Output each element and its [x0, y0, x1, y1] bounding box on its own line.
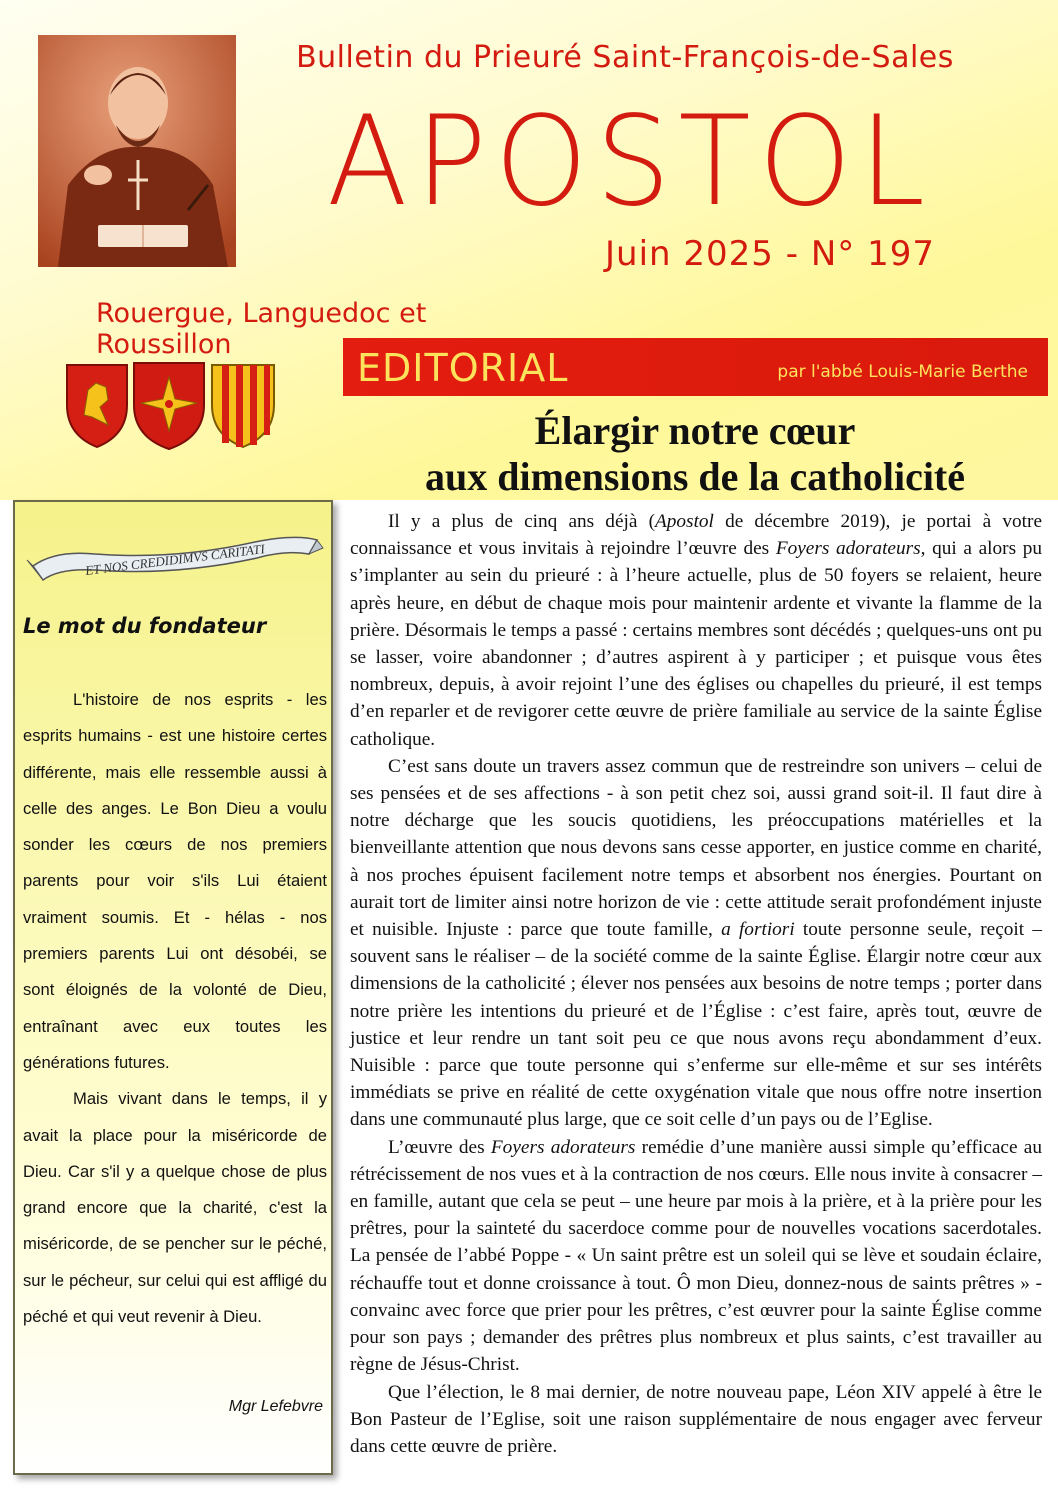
sidebar-paragraph: Mais vivant dans le temps, il y avait la place pour la miséricorde de Dieu. Car s'il y a quelque chose de plus grand encore que la charité, c'est la miséricorde, de se pencher sur le péché, sur le pécheur, sur celui qui est affligé du péché et qui veut revenir à Dieu.: [23, 1089, 327, 1327]
sidebar-heading: Le mot du fondateur: [23, 614, 267, 638]
editorial-title-line-1: Élargir notre cœur: [534, 408, 856, 453]
text-run: de décembre 2019), je portai à votre connaissance et vous invitais à rejoindre l’œuvre des: [350, 511, 1043, 560]
editorial-paragraph: [350, 753, 1042, 1134]
editorial-paragraph: [350, 1134, 1042, 1379]
coats-of-arms: [62, 355, 282, 450]
text-run: , qui a alors pu s’implanter au sein du prieuré : à l’heure actuelle, plus de 50 foyers se relaient, heure après heure, en début de chaque mois pour maintenir ardente et vivante la flamme de la prière. Désormais le temps a passé : certains membres sont décédés ; quelques-uns ont pu se lasser, voire abandonner ; d’autres aspirent à y participer ; et puisque vous êtes nombreux, depuis, à avoir rejoint l’une des églises ou chapelles du prieuré, il est temps d’en reparler et de revigorer cette œuvre de prière familiale au service de la sainte Église catholique.: [350, 538, 1042, 750]
editorial-banner: [343, 338, 1048, 396]
languedoc-shield-icon: [134, 363, 204, 449]
editorial-label: EDITORIAL: [357, 346, 569, 390]
bulletin-title: Bulletin du Prieuré Saint-François-de-Sales: [296, 40, 954, 75]
issue-date: Juin 2025 - N° 197: [605, 234, 935, 274]
editorial-title-line-2: aux dimensions de la catholicité: [424, 454, 966, 499]
masthead-title: APOSTOL: [326, 88, 934, 234]
text-run-italic: Foyers adorateurs: [775, 538, 921, 560]
roussillon-shield-icon: [212, 365, 274, 447]
text-run: Il y a plus de cinq ans déjà (: [388, 511, 655, 532]
editorial-paragraph: [350, 508, 1042, 753]
motto-banner: [25, 520, 325, 592]
founder-portrait: [38, 35, 236, 267]
sidebar-paragraph: L'histoire de nos esprits - les esprits humains - est une histoire certes différente, mais elle ressemble aussi à celle des anges. Le Bon Dieu a voulu sonder les cœurs de nos premiers parents pour voir s'ils Lui étaient vraiment soumis. Et - hélas - nos premiers parents Lui ont désobéi, se sont éloignés de la volonté de Dieu, entraînant avec eux toutes les générations futures.: [23, 690, 327, 1072]
motto-text: ET NOS CREDIDIMVS CARITATI: [84, 541, 266, 578]
text-run: toute personne seule, reçoit – souvent sans le réaliser – de la société comme de la sainte Église. Élargir notre cœur aux dimensions de la catholicité ; élever nos pensées aux besoins de notre temps ; porter dans notre prière les intentions du prieuré et de l’Église : c’est faire, après tout, œuvre de justice et leur rendre un tant soit peu ce que nous avons reçu abondamment d’eux. Nuisible : parce que toute personne qui s’enferme sur elle-même et sur ses intérêts immédiats se prive en réalité de cette oxygénation vitale que nous offre notre insertion dans une communauté plus large, que ce soit celle d’un pays ou de l’Eglise.: [350, 919, 1042, 1131]
editorial-body: [350, 508, 1042, 1460]
rouergue-shield-icon: [67, 365, 127, 447]
text-run-italic: Foyers adorateurs: [490, 1136, 636, 1158]
region-subtitle: Rouergue, Languedoc et Roussillon: [96, 298, 427, 360]
text-run: L’œuvre des: [388, 1136, 491, 1158]
portrait-illustration: [38, 35, 236, 267]
text-run-italic: Apostol: [655, 511, 714, 532]
editorial-author: par l'abbé Louis-Marie Berthe: [777, 362, 1028, 382]
founder-sidebar: [13, 500, 333, 1475]
text-run: C’est sans doute un travers assez commun que de restreindre son univers – celui de ses pensées et de ses affections - à son petit chez soi, aussi grand soit-il. Il faut dire à notre décharge que les soucis quotidiens, les préoccupations matérielles et la bienveillante attention que nous devons sans cesse apporter, en justice comme en charité, à nos proches épuisent facilement notre temps et absorbent nos énergies. Pourtant on aurait tort de limiter ainsi notre horizon de vie : cette attitude serait profondément injuste et nuisible. Injuste : parce que toute famille,: [350, 755, 1042, 941]
sidebar-text: [23, 682, 327, 1335]
text-run: remédie d’une manière aussi simple qu’efficace au rétrécissement de nos vues et à la contraction de nos cœurs. Elle nous invite à consacrer – en famille, autant que cela se peut – une heure par mois à la prière, et à la prière pour les prêtres, pour la sainteté du sacerdoce comme pour de nouvelles vocations sacerdotales. La pensée de l’abbé Poppe - « Un saint prêtre est un soleil qui se lève et soudain éclaire, réchauffe tout et donne croissance à tout. Ô mon Dieu, donnez-nous de saints prêtres » - convainc avec force que prier pour les prêtres, c’est œuvrer pour la sainte Église comme pour son pays ; demander des prêtres plus nombreux et plus saints, c’est travailler au règne de Jésus-Christ.: [350, 1136, 1042, 1376]
text-run-italic: a fortiori: [721, 919, 795, 941]
editorial-title: [350, 408, 1040, 500]
sidebar-signature: Mgr Lefebvre: [228, 1398, 323, 1415]
editorial-paragraph: Que l’élection, le 8 mai dernier, de notre nouveau pape, Léon XIV appelé à être le Bon Pasteur de l’Eglise, soit une raison supplémentaire de nous engager avec ferveur dans cette œuvre de prière.: [350, 1381, 1042, 1457]
